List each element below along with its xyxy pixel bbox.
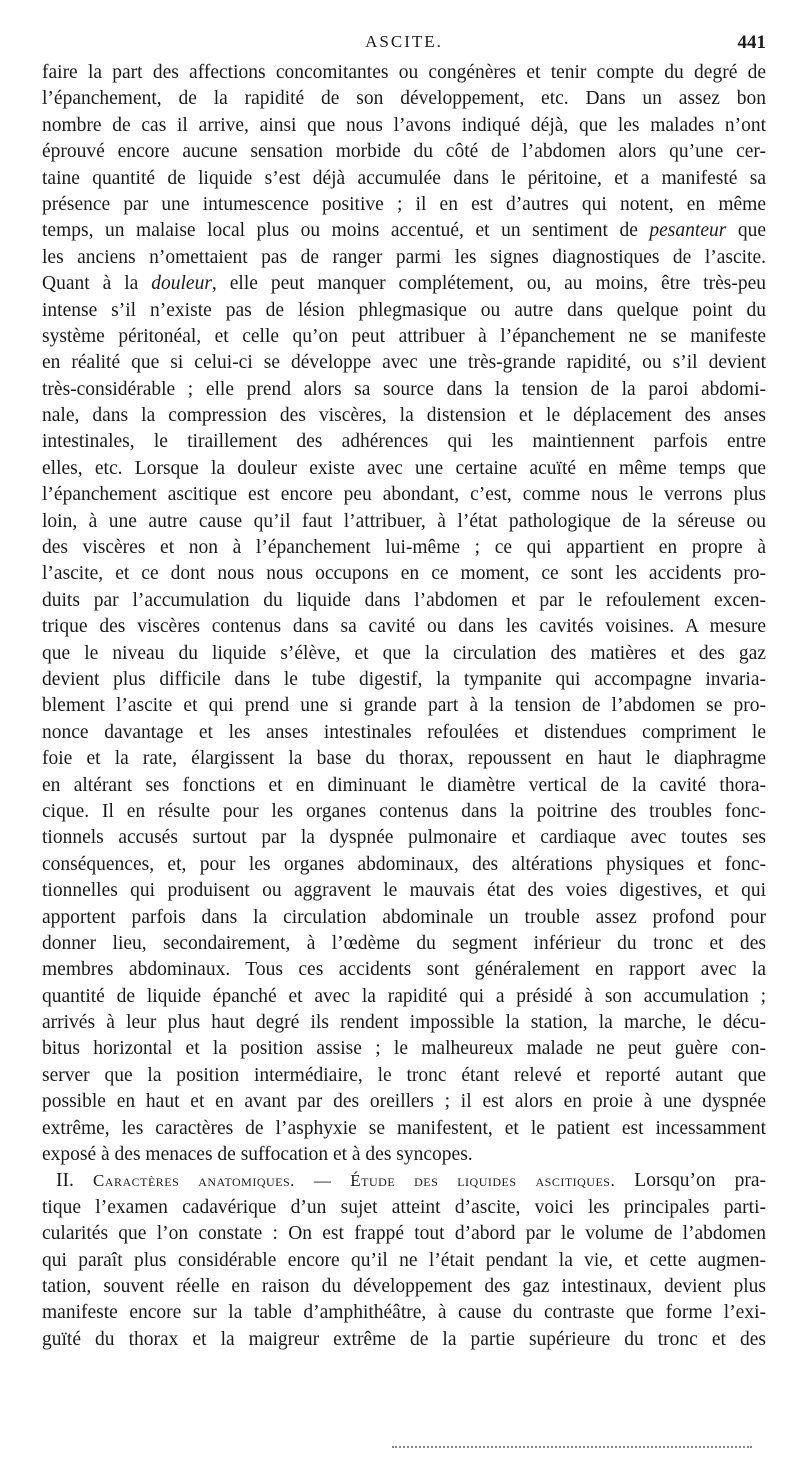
text-line: faire la part des affections concomitantes ou congénères et tenir compte du degré de [42, 62, 766, 83]
text-line: arrivés à leur plus haut degré ils rendent impossible la station, la marche, le décu- [42, 1012, 766, 1034]
text-line: membres abdominaux. Tous ces accidents sont généralement en rapport avec la [42, 959, 766, 981]
text-line: présence par une intumescence positive ; il en est d’autres qui notent, en même [42, 193, 766, 215]
text-line: trique des viscères contenus dans sa cavité ou dans les cavités voisines. A mesure [42, 616, 766, 638]
text-line: tique l’examen cadavérique d’un sujet atteint d’ascite, voici les principales parti- [42, 1196, 766, 1218]
text-line: exposé à des menaces de suffocation et à des syncopes. [42, 1144, 473, 1166]
text-line: cularités que l’on constate : On est frappé tout d’abord par le volume de l’abdomen [42, 1223, 766, 1245]
text-line: nombre de cas il arrive, ainsi que nous l’avons indiqué déjà, que les malades n’ont [42, 114, 766, 136]
body-text [42, 60, 766, 1353]
text-line: l’épanchement, de la rapidité de son développement, etc. Dans un assez bon [42, 88, 766, 110]
paragraph-symptoms [42, 60, 766, 1168]
text-line: apportent parfois dans la circulation abdominale un trouble assez profond pour [42, 906, 766, 928]
text-line: possible en haut et en avant par des oreillers ; il est alors en proie à une dyspnée [42, 1091, 766, 1113]
text-line: guïté du thorax et la maigreur extrême de la partie supérieure du tronc et des [42, 1328, 766, 1350]
text-line: très-considérable ; elle prend alors sa source dans la tension de la paroi abdomi- [42, 378, 766, 400]
running-title: ASCITE. [365, 32, 443, 51]
text-line: donner lieu, secondairement, à l’œdème du segment inférieur du tronc et des [42, 932, 766, 954]
text-line: nale, dans la compression des viscères, la distension et le déplacement des anses [42, 405, 766, 427]
text-line: éprouvé encore aucune sensation morbide du côté de l’abdomen alors qu’une cer- [42, 141, 766, 163]
emphasized-word: douleur [151, 273, 212, 295]
text-line: loin, à une autre cause qu’il faut l’attribuer, à l’état pathologique de la séreuse ou [42, 510, 766, 532]
text-line: les anciens n’omettaient pas de ranger parmi les signes diagnostiques de l’ascite. [42, 246, 766, 268]
text-line: tation, souvent réelle en raison du développement des gaz intestinaux, devient plus [42, 1275, 766, 1297]
text-segment: que [726, 220, 767, 242]
text-line: extrême, les caractères de l’asphyxie se manifestent, et le patient est incessamment [42, 1117, 766, 1139]
page-number: 441 [737, 32, 766, 53]
text-line: l’épanchement ascitique est encore peu abondant, c’est, comme nous le verrons plus [42, 484, 766, 506]
text-line: en altérant ses fonctions et en diminuant le diamètre vertical de la cavité thora- [42, 774, 766, 796]
text-line: des viscères et non à l’épanchement lui-même ; ce qui appartient en propre à [42, 537, 766, 559]
text-segment: Quant à la [42, 273, 152, 295]
text-line: tionnels accusés surtout par la dyspnée pulmonaire et cardiaque avec toutes ses [42, 827, 766, 849]
text-line: bitus horizontal et la position assise ; le malheureux malade ne peut guère con- [42, 1038, 766, 1060]
text-line: quantité de liquide épanché et avec la rapidité qui a présidé à son accumulation ; [42, 985, 766, 1007]
text-segment: temps, un malaise local plus ou moins accentué, et un sentiment de [42, 220, 650, 242]
text-line [42, 271, 766, 297]
text-line: blement l’ascite et qui prend une si grande part à la tension de l’abdomen se pro- [42, 695, 766, 717]
text-segment: , elle peut manquer complétement, ou, au moins, être très-peu [211, 273, 766, 295]
text-line: elles, etc. Lorsque la douleur existe avec une certaine acuïté en même temps que [42, 457, 766, 479]
text-line: conséquences, et, pour les organes abdominaux, des altérations physiques et fonc- [42, 853, 766, 875]
text-line: que le niveau du liquide s’élève, et que la circulation des matières et des gaz [42, 642, 766, 664]
text-line: système péritonéal, et celle qu’on peut attribuer à l’épanchement ne se manifeste [42, 325, 766, 347]
footer-dotted-rule [392, 1446, 752, 1448]
text-line: intense s’il n’existe pas de lésion phlegmasique ou autre dans quelque point du [42, 299, 766, 321]
section-number: II. [56, 1170, 74, 1192]
text-line: foie et la rate, élargissent la base du thorax, repoussent en haut le diaphragme [42, 748, 766, 770]
text-line: qui paraît plus considérable encore qu’il ne l’était pendant la vie, et cette augmen- [42, 1249, 766, 1271]
section-first-line-rest: Lorsqu’on pra- [634, 1170, 766, 1192]
text-line: nonce davantage et les anses intestinales refoulées et distendues compriment le [42, 721, 766, 743]
text-line: duits par l’accumulation du liquide dans l’abdomen et par le refoulement excen- [42, 589, 766, 611]
text-line: manifeste encore sur la table d’amphithéâtre, à cause du contraste que forme l’exi- [42, 1302, 766, 1324]
text-line: taine quantité de liquide s’est déjà accumulée dans le péritoine, et a manifesté sa [42, 167, 766, 189]
emphasized-word: pesanteur [649, 220, 727, 242]
running-head [42, 32, 766, 56]
text-line: intestinales, le tiraillement des adhérences qui les maintiennent parfois entre [42, 431, 766, 453]
text-line: tionnelles qui produisent ou aggravent le mauvais état des voies digestives, et qui [42, 880, 766, 902]
text-line: en réalité que si celui-ci se développe avec une très-grande rapidité, ou s’il devient [42, 352, 766, 374]
text-line: cique. Il en résulte pour les organes contenus dans la poitrine des troubles fonc- [42, 800, 766, 822]
text-line: server que la position intermédiaire, le tronc étant relevé et reporté autant que [42, 1064, 766, 1086]
text-line: l’ascite, et ce dont nous nous occupons en ce moment, ce sont les accidents pro- [42, 563, 766, 585]
section-heading: Caractères anatomiques. — Étude des liquides ascitiques. [92, 1171, 616, 1191]
text-line: devient plus difficile dans le tube digestif, la tympanite qui accompagne invaria- [42, 668, 766, 690]
section-heading-line [42, 1168, 766, 1194]
text-line [42, 218, 766, 244]
paragraph-anatomy [42, 1195, 766, 1353]
